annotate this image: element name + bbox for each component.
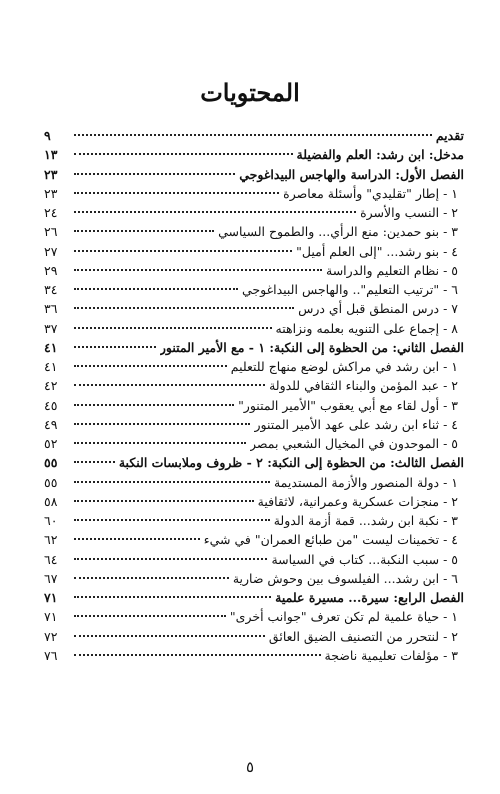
toc-entry-page: ٤٩ [44,416,58,432]
toc-entry-page: ٣٦ [44,301,58,317]
toc-entry [44,299,464,318]
toc-entry-title: ٦ - "ترتيب التعليم".. والهاجس البيداغوجي [241,282,458,297]
toc-entry-page: ٦٠ [44,513,58,528]
toc-entry [44,338,464,357]
toc-entry [44,569,464,588]
toc-entry [44,492,464,511]
toc-entry-page: ٢٣ [44,166,58,182]
dot-leader [74,346,156,348]
toc-entry [44,222,464,241]
toc-entry-title: ٢ - عبد المؤمن والبناء الثقافي للدولة [269,378,458,394]
toc-entry-page: ٢٧ [44,243,58,259]
toc-entry-title: الفصل الثالث: من الحظوة إلى النكبة: ٢ - ظروف وملابسات النكبة [118,455,464,471]
toc-entry-page: ٧١ [44,590,58,605]
toc-entry-page: ٦٢ [44,532,58,548]
page-title: المحتويات [200,78,300,107]
dot-leader [74,538,200,540]
toc-entry-title: ٥ - نظام التعليم والدراسة [326,262,458,278]
toc-entry [44,145,464,164]
dot-leader [74,327,272,329]
toc-entry-page: ٥٥ [44,474,58,490]
toc-entry [44,607,464,626]
toc-entry-page: ٧١ [44,609,58,625]
dot-leader [74,654,321,656]
toc-entry-title: الفصل الأول: الدراسة والهاجس البيداغوجي [239,166,464,182]
toc-entry-title: ٣ - نكبة ابن رشد... قمة أزمة الدولة [273,513,458,528]
toc-entry [44,550,464,569]
toc-entry-page: ٣٤ [44,282,58,297]
dot-leader [74,250,292,252]
toc-entry-page: ٢٦ [44,224,58,240]
dot-leader [74,423,250,425]
toc-entry-title: ١ - ابن رشد في مراكش لوضع منهاج للتعليم [230,359,458,374]
toc-entry-page: ٥٥ [44,455,58,471]
toc-entry [44,415,464,434]
dot-leader [74,211,356,213]
dot-leader [74,192,279,194]
dot-leader [74,230,214,232]
toc-entry [44,376,464,395]
toc-entry [44,319,464,338]
dot-leader [74,596,271,598]
toc-entry [44,530,464,549]
toc-entry-title: ٣ - مؤلفات تعليمية ناضجة [324,647,458,663]
dot-leader [74,307,294,309]
toc-entry [44,646,464,665]
toc-entry-title: ١ - دولة المنصور والأزمة المستديمة [273,474,458,490]
toc-entry [44,126,464,145]
toc-entry-page: ٤٥ [44,397,58,413]
dot-leader [74,365,227,367]
dot-leader [74,269,322,271]
toc-entry-page: ٦٤ [44,551,58,567]
dot-leader [74,288,238,290]
toc-entry-title: ٤ - بنو رشد... "إلى العلم أميل" [296,243,458,259]
toc-entry-page: ٥٨ [44,493,58,509]
toc-entry [44,165,464,184]
toc-entry [44,453,464,472]
toc-entry-page: ٩ [44,128,51,143]
toc-entry [44,184,464,203]
toc-entry-title: ٢ - منجزات عسكرية وعمرانية، لاثقافية [257,493,458,509]
toc-entry-page: ٧٢ [44,628,58,644]
toc-entry-title: ٥ - الموحدون في المخيال الشعبي بمصر [250,436,458,451]
dot-leader [74,442,246,444]
dot-leader [74,500,254,502]
toc-entry-page: ٢٩ [44,262,58,278]
toc-entry [44,261,464,280]
toc-entry-title: ٨ - إجماع على التنويه بعلمه ونزاهته [275,320,458,336]
toc-entry [44,473,464,492]
dot-leader [74,558,267,560]
toc-entry-title: الفصل الثاني: من الحظوة إلى النكبة: ١ - مع الأمير المتنور [159,339,464,355]
toc-entry-title: ١ - حياة علمية لم تكن تعرف "جوانب أخرى" [229,609,458,625]
toc-entry [44,203,464,222]
toc-entry-title: ٣ - أول لقاء مع أبي يعقوب "الأمير المتنور" [238,397,458,413]
toc-entry-title: ٢ - النسب والأسرة [360,205,458,220]
toc-entry [44,434,464,453]
dot-leader [74,635,265,637]
toc-entry-title: تقديم [435,128,464,143]
page-number: ٥ [245,758,255,776]
toc-entry-title: ٤ - تخمينات ليست "من طبائع العمران" في شيء [203,532,458,548]
toc-entry-page: ٣٧ [44,320,58,336]
toc-entry-title: ١ - إطار "تقليدي" وأسئلة معاصرة [283,185,458,201]
toc-entry-page: ٢٣ [44,185,58,201]
toc-entry-title: ٣ - بنو حمدين: منع الرأي... والطموح السياسي [218,224,458,240]
toc-entry [44,627,464,646]
toc-entry [44,357,464,376]
toc-entry-page: ٤١ [44,339,58,355]
toc-entry [44,396,464,415]
toc-entry [44,511,464,530]
toc-entry [44,280,464,299]
dot-leader [74,134,432,136]
dot-leader [74,461,115,463]
toc-entry-title: الفصل الرابع: سيرة... مسيرة علمية [275,590,464,605]
toc-entry [44,588,464,607]
dot-leader [74,577,229,579]
dot-leader [74,519,270,521]
table-of-contents [44,126,464,665]
dot-leader [74,384,265,386]
toc-entry-page: ٢٤ [44,205,58,220]
dot-leader [74,404,234,406]
toc-entry-title: ٢ - لنتحرر من التصنيف الضيق العائق [268,628,458,644]
toc-entry-title: مدخل: ابن رشد: العلم والفضيلة [296,147,464,163]
toc-entry-page: ٥٢ [44,436,58,451]
toc-entry-page: ٤٢ [44,378,58,394]
toc-entry-page: ١٣ [44,147,58,163]
toc-entry-title: ٧ - درس المنطق قبل أي درس [298,301,458,317]
toc-entry-page: ٤١ [44,359,58,374]
toc-entry-title: ٤ - ثناء ابن رشد على عهد الأمير المتنور [254,416,458,432]
toc-entry [44,242,464,261]
toc-entry-title: ٦ - ابن رشد... الفيلسوف بين وحوش ضارية [232,570,458,586]
dot-leader [74,615,226,617]
toc-entry-page: ٧٦ [44,647,58,663]
dot-leader [74,173,235,175]
toc-entry-title: ٥ - سبب النكبة... كتاب في السياسة [271,551,458,567]
dot-leader [74,481,270,483]
toc-entry-page: ٦٧ [44,570,58,586]
dot-leader [74,153,293,155]
